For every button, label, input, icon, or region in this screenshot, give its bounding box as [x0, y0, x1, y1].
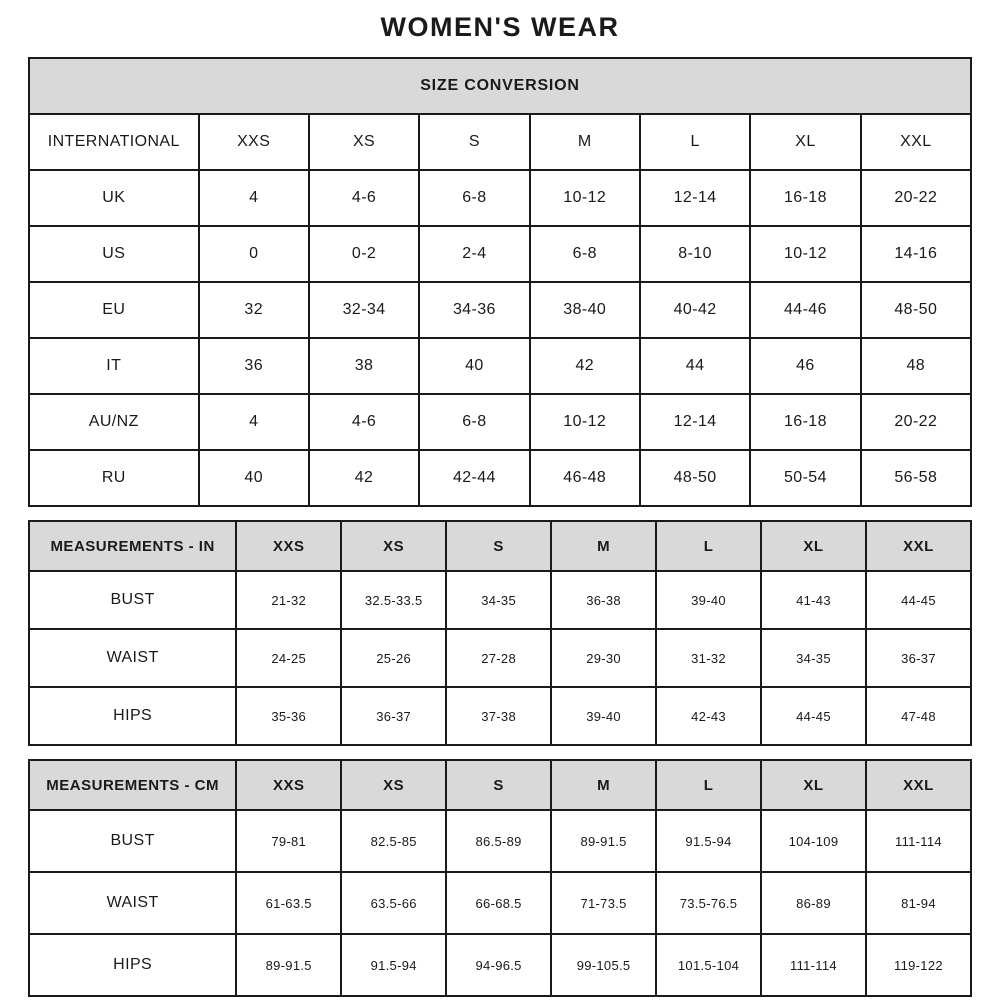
- row-label-cell: US: [29, 226, 199, 282]
- table-row: [29, 687, 971, 745]
- value-cell: 16-18: [750, 394, 860, 450]
- value-cell: 86.5-89: [446, 810, 551, 872]
- value-cell: 34-35: [761, 629, 866, 687]
- table-banner: SIZE CONVERSION: [29, 58, 971, 114]
- value-cell: 46: [750, 338, 860, 394]
- table-row: [29, 571, 971, 629]
- value-cell: 48: [861, 338, 971, 394]
- row-label-cell: RU: [29, 450, 199, 506]
- value-cell: 79-81: [236, 810, 341, 872]
- value-cell: 91.5-94: [656, 810, 761, 872]
- value-cell: 10-12: [530, 394, 640, 450]
- column-header-cell: MEASUREMENTS - IN: [29, 521, 236, 571]
- column-header-cell: S: [446, 521, 551, 571]
- value-cell: 94-96.5: [446, 934, 551, 996]
- value-cell: 44-46: [750, 282, 860, 338]
- value-cell: 36: [199, 338, 309, 394]
- value-cell: 44-45: [866, 571, 971, 629]
- value-cell: 40: [419, 338, 529, 394]
- value-cell: 99-105.5: [551, 934, 656, 996]
- column-header-row: [29, 114, 971, 170]
- value-cell: 82.5-85: [341, 810, 446, 872]
- row-label-cell: AU/NZ: [29, 394, 199, 450]
- column-header-cell: M: [530, 114, 640, 170]
- value-cell: 81-94: [866, 872, 971, 934]
- column-header-cell: XS: [309, 114, 419, 170]
- value-cell: 6-8: [419, 170, 529, 226]
- table-row: [29, 226, 971, 282]
- value-cell: 31-32: [656, 629, 761, 687]
- value-cell: 40-42: [640, 282, 750, 338]
- value-cell: 35-36: [236, 687, 341, 745]
- table-row: [29, 810, 971, 872]
- column-header-cell: INTERNATIONAL: [29, 114, 199, 170]
- row-label-cell: BUST: [29, 571, 236, 629]
- value-cell: 111-114: [866, 810, 971, 872]
- column-header-cell: L: [656, 521, 761, 571]
- value-cell: 4-6: [309, 170, 419, 226]
- row-label-cell: HIPS: [29, 934, 236, 996]
- value-cell: 25-26: [341, 629, 446, 687]
- value-cell: 36-37: [341, 687, 446, 745]
- table-row: [29, 394, 971, 450]
- value-cell: 36-37: [866, 629, 971, 687]
- column-header-row: [29, 521, 971, 571]
- value-cell: 37-38: [446, 687, 551, 745]
- column-header-cell: XXS: [236, 521, 341, 571]
- row-label-cell: WAIST: [29, 629, 236, 687]
- value-cell: 101.5-104: [656, 934, 761, 996]
- column-header-cell: XXL: [861, 114, 971, 170]
- value-cell: 4: [199, 394, 309, 450]
- column-header-cell: XXL: [866, 760, 971, 810]
- column-header-cell: MEASUREMENTS - CM: [29, 760, 236, 810]
- value-cell: 48-50: [640, 450, 750, 506]
- value-cell: 111-114: [761, 934, 866, 996]
- value-cell: 42-43: [656, 687, 761, 745]
- value-cell: 89-91.5: [551, 810, 656, 872]
- value-cell: 61-63.5: [236, 872, 341, 934]
- value-cell: 20-22: [861, 394, 971, 450]
- value-cell: 36-38: [551, 571, 656, 629]
- value-cell: 91.5-94: [341, 934, 446, 996]
- row-label-cell: BUST: [29, 810, 236, 872]
- column-header-cell: XXS: [236, 760, 341, 810]
- value-cell: 73.5-76.5: [656, 872, 761, 934]
- value-cell: 34-36: [419, 282, 529, 338]
- value-cell: 10-12: [750, 226, 860, 282]
- value-cell: 41-43: [761, 571, 866, 629]
- row-label-cell: EU: [29, 282, 199, 338]
- table-row: [29, 872, 971, 934]
- column-header-cell: XL: [750, 114, 860, 170]
- value-cell: 46-48: [530, 450, 640, 506]
- column-header-cell: S: [446, 760, 551, 810]
- column-header-cell: XL: [761, 760, 866, 810]
- value-cell: 4: [199, 170, 309, 226]
- value-cell: 39-40: [656, 571, 761, 629]
- value-cell: 42: [530, 338, 640, 394]
- table-row: [29, 338, 971, 394]
- column-header-cell: L: [640, 114, 750, 170]
- value-cell: 10-12: [530, 170, 640, 226]
- value-cell: 44: [640, 338, 750, 394]
- size-conversion-table: [28, 57, 972, 507]
- value-cell: 63.5-66: [341, 872, 446, 934]
- column-header-cell: L: [656, 760, 761, 810]
- value-cell: 71-73.5: [551, 872, 656, 934]
- value-cell: 56-58: [861, 450, 971, 506]
- table-row: [29, 170, 971, 226]
- value-cell: 12-14: [640, 394, 750, 450]
- value-cell: 21-32: [236, 571, 341, 629]
- row-label-cell: WAIST: [29, 872, 236, 934]
- value-cell: 42-44: [419, 450, 529, 506]
- value-cell: 6-8: [530, 226, 640, 282]
- value-cell: 20-22: [861, 170, 971, 226]
- value-cell: 0: [199, 226, 309, 282]
- value-cell: 2-4: [419, 226, 529, 282]
- column-header-cell: XXL: [866, 521, 971, 571]
- measurements-in-table: [28, 520, 972, 746]
- column-header-cell: XL: [761, 521, 866, 571]
- column-header-cell: XXS: [199, 114, 309, 170]
- value-cell: 29-30: [551, 629, 656, 687]
- value-cell: 38-40: [530, 282, 640, 338]
- value-cell: 38: [309, 338, 419, 394]
- value-cell: 104-109: [761, 810, 866, 872]
- value-cell: 40: [199, 450, 309, 506]
- value-cell: 42: [309, 450, 419, 506]
- measurements-cm-table: [28, 759, 972, 997]
- value-cell: 8-10: [640, 226, 750, 282]
- value-cell: 66-68.5: [446, 872, 551, 934]
- table-banner-row: [29, 58, 971, 114]
- row-label-cell: IT: [29, 338, 199, 394]
- value-cell: 32-34: [309, 282, 419, 338]
- column-header-row: [29, 760, 971, 810]
- table-row: [29, 450, 971, 506]
- value-cell: 48-50: [861, 282, 971, 338]
- value-cell: 32.5-33.5: [341, 571, 446, 629]
- value-cell: 89-91.5: [236, 934, 341, 996]
- value-cell: 12-14: [640, 170, 750, 226]
- table-row: [29, 629, 971, 687]
- page-title: WOMEN'S WEAR: [380, 12, 620, 42]
- column-header-cell: M: [551, 760, 656, 810]
- value-cell: 16-18: [750, 170, 860, 226]
- value-cell: 119-122: [866, 934, 971, 996]
- column-header-cell: S: [419, 114, 529, 170]
- value-cell: 86-89: [761, 872, 866, 934]
- value-cell: 50-54: [750, 450, 860, 506]
- value-cell: 47-48: [866, 687, 971, 745]
- row-label-cell: UK: [29, 170, 199, 226]
- value-cell: 44-45: [761, 687, 866, 745]
- column-header-cell: XS: [341, 521, 446, 571]
- value-cell: 24-25: [236, 629, 341, 687]
- table-row: [29, 282, 971, 338]
- value-cell: 39-40: [551, 687, 656, 745]
- value-cell: 0-2: [309, 226, 419, 282]
- table-row: [29, 934, 971, 996]
- value-cell: 14-16: [861, 226, 971, 282]
- column-header-cell: M: [551, 521, 656, 571]
- value-cell: 4-6: [309, 394, 419, 450]
- row-label-cell: HIPS: [29, 687, 236, 745]
- value-cell: 6-8: [419, 394, 529, 450]
- value-cell: 34-35: [446, 571, 551, 629]
- value-cell: 32: [199, 282, 309, 338]
- value-cell: 27-28: [446, 629, 551, 687]
- column-header-cell: XS: [341, 760, 446, 810]
